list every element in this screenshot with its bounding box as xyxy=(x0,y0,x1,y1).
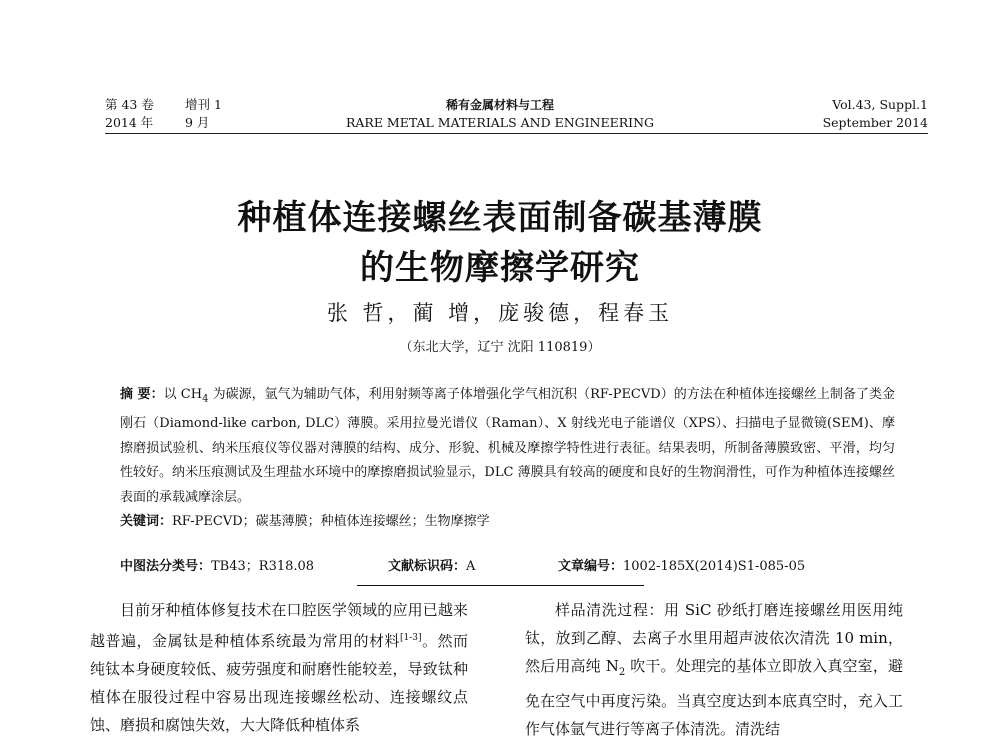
paper-title-line1: 种植体连接螺丝表面制备碳基薄膜 xyxy=(237,198,763,238)
date-en: September 2014 xyxy=(822,115,928,130)
keywords-text: RF-PECVD；碳基薄膜；种植体连接螺丝；生物摩擦学 xyxy=(172,514,490,530)
abstract-text-start: 以 CH xyxy=(163,387,203,402)
clc-code: 中图法分类号：TB43；R318.08 xyxy=(120,559,315,574)
body-column-left xyxy=(90,596,468,739)
abstract xyxy=(120,383,895,535)
keywords xyxy=(120,510,895,535)
affiliation: （东北大学，辽宁 沈阳 110819） xyxy=(399,340,601,355)
paper-title-line2: 的生物摩擦学研究 xyxy=(360,248,640,288)
month-label: 9 月 xyxy=(185,115,210,130)
abstract-paragraph xyxy=(120,383,895,510)
abstract-label: 摘 要： xyxy=(120,387,164,402)
keywords-label: 关键词： xyxy=(120,514,173,530)
volume-label: 第 43 卷 xyxy=(105,97,154,112)
abstract-text: 为碳源，氩气为辅助气体，利用射频等离子体增强化学气相沉积（RF-PECVD）的方法在种植体连接螺丝上制备了类金刚石（Diamond-like carbon, DLC）薄膜。采用拉曼光谱仪（Raman）、X 射线光电子能谱仪（XPS）、扫描电子显微镜(SEM)、摩擦磨损试验机、纳米压痕仪等仪器对薄膜的结构、成分、形貌、机械及摩擦学特性进行表征。结果表明，所制备薄膜致密、平滑，均匀性较好。纳米压痕测试及生理盐水环境中的摩擦磨损试验显示，DLC 薄膜具有较高的硬度和良好的生物润滑性，可作为种植体连接螺丝表面的承载减摩涂层。 xyxy=(120,387,896,505)
journal-title-en: RARE METAL MATERIALS AND ENGINEERING xyxy=(345,115,655,130)
year-label: 2014 年 xyxy=(105,115,154,130)
body-paragraph-left: 目前牙种植体修复技术在口腔医学领域的应用已越来越普遍，金属钛是种植体系统最为常用的材料[1-3]。然而纯钛本身硬度较低、疲劳强度和耐磨性能较差，导致钛种植体在服役过程中容易出现连接螺丝松动、连接螺纹点蚀、磨损和腐蚀失效，大大降低种植体系 xyxy=(90,601,468,734)
body-column-right xyxy=(525,596,903,743)
journal-title-zh: 稀有金属材料与工程 xyxy=(445,98,554,112)
abstract-subscript: 4 xyxy=(202,393,209,405)
header-right xyxy=(823,96,928,132)
header-rule xyxy=(105,133,928,134)
abstract-separator xyxy=(357,585,644,586)
header-center xyxy=(300,96,700,132)
body-paragraph-right: 样品清洗过程：用 SiC 砂纸打磨连接螺丝用医用纯钛，放到乙醇、去离子水里用超声波依次清洗 10 min，然后用高纯 $N_2$ 吹干。处理完的基体立即放入真空室，避免在空气中再度污染。当真空度达到本底真空时，充入工作气体氩气进行等离子体清洗。清洗结 xyxy=(525,601,903,738)
volume-en: Vol.43, Suppl.1 xyxy=(832,97,928,112)
authors: 张 哲，蔺 增，庞骏德，程春玉 xyxy=(326,301,674,325)
header-left xyxy=(105,96,265,132)
supplement-label: 增刊 1 xyxy=(185,97,222,112)
doc-code: 文献标识码：A xyxy=(388,559,476,574)
article-number: 文章编号：1002-185X(2014)S1-085-05 xyxy=(558,559,806,574)
citation-ref: [1-3] xyxy=(399,633,422,643)
